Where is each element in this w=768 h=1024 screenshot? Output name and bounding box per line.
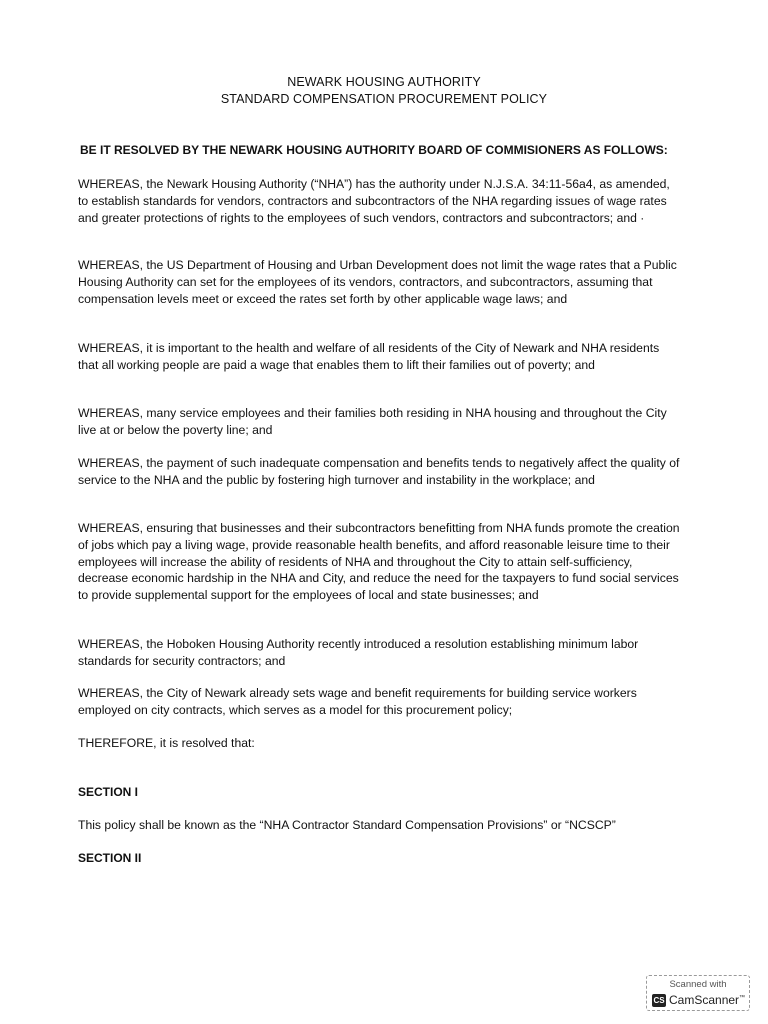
section-1-label: SECTION I [78,785,139,799]
camscanner-logo-icon: CS [653,996,665,1005]
document-title-line2: STANDARD COMPENSATION PROCUREMENT POLICY [220,92,548,106]
whereas-paragraph-hoboken: WHEREAS, the Hoboken Housing Authority recently introduced a resolution establishing minimum labor standards for security contractors; and [78,637,639,668]
section-1-text: This policy shall be known as the “NHA Contractor Standard Compensation Provisions” or “NCSCP” [78,818,616,832]
section-2-label: SECTION II [78,851,142,865]
watermark-brand-name: CamScanner [669,993,740,1007]
whereas-paragraph-living-wage: WHEREAS, ensuring that businesses and their subcontractors benefitting from NHA funds promote the creation of jobs which pay a living wage, provide reasonable health benefits, and afford reasonable leisure time to their employees will increase the ability of residents of NHA and throughout the City to attain self-sufficiency, decrease economic hardship in the NHA and City, and reduce the need for the taxpayers to fund social services to provide supplemental support for the employees of local and state businesses; and [78,521,680,603]
resolution-heading: BE IT RESOLVED BY THE NEWARK HOUSING AUTHORITY BOARD OF COMMISIONERS AS FOLLOWS: [80,143,668,157]
whereas-paragraph-hud: WHEREAS, the US Department of Housing and Urban Development does not limit the wage rates that a Public Housing Authority can set for the employees of its vendors, contractors, and subcontractors, assuming that compensation levels meet or exceed the rates set forth by other applicable wage laws; and [78,258,677,306]
watermark-brand: CamScanner™ [669,993,746,1007]
camscanner-watermark [646,975,750,1011]
document-title-line1: NEWARK HOUSING AUTHORITY [287,75,481,89]
whereas-paragraph-welfare: WHEREAS, it is important to the health and welfare of all residents of the City of Newark and NHA residents that all working people are paid a wage that enables them to lift their families out of poverty; and [78,341,660,372]
therefore-statement: THEREFORE, it is resolved that: [78,736,255,750]
whereas-paragraph-city-model: WHEREAS, the City of Newark already sets wage and benefit requirements for building service workers employed on city contracts, which serves as a model for this procurement policy; [78,686,637,717]
whereas-paragraph-poverty: WHEREAS, many service employees and their families both residing in NHA housing and throughout the City live at or below the poverty line; and [78,406,667,437]
whereas-paragraph-compensation: WHEREAS, the payment of such inadequate compensation and benefits tends to negatively affect the quality of service to the NHA and the public by fostering high turnover and instability in the workplace; and [78,456,680,487]
whereas-paragraph-authority: WHEREAS, the Newark Housing Authority (“NHA”) has the authority under N.J.S.A. 34:11-56a4, as amended, to establish standards for vendors, contractors and subcontractors of the NHA regarding issues of wage rates and greater protections of rights to the employees of such vendors, contractors and subcontractors; and · [78,177,670,225]
watermark-scanned-with: Scanned with [669,979,727,990]
